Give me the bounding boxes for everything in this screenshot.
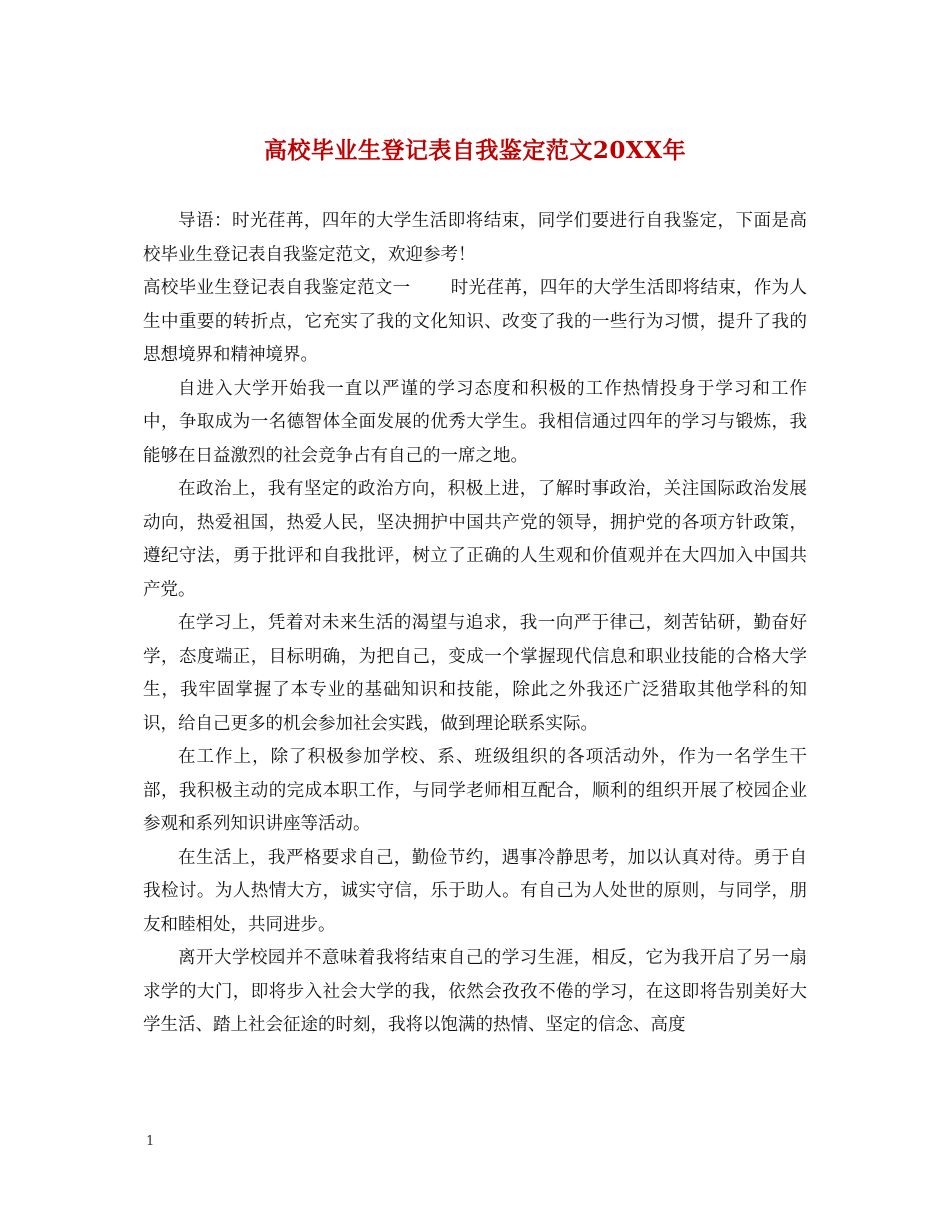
document-title: 高校毕业生登记表自我鉴定范文20XX年	[263, 137, 687, 164]
paragraph-1: 自进入大学开始我一直以严谨的学习态度和积极的工作热情投身于学习和工作中，争取成为一名德智体全面发展的优秀大学生。我相信通过四年的学习与锻炼，我能够在日益激烈的社会竞争占有自己的一席之地。	[143, 378, 807, 466]
paragraph-5: 在生活上，我严格要求自己，勤俭节约，遇事冷静思考，加以认真对待。勇于自我检讨。为人热情大方，诚实守信，乐于助人。有自己为人处世的原则，与同学，朋友和睦相处，共同进步。	[143, 847, 807, 935]
page-number: 1	[146, 1134, 155, 1149]
document-body	[143, 205, 807, 1043]
intro-paragraph: 导语：时光荏苒，四年的大学生活即将结束，同学们要进行自我鉴定，下面是高校毕业生登记表自我鉴定范文，欢迎参考！	[143, 211, 807, 265]
paragraph-6: 离开大学校园并不意味着我将结束自己的学习生涯，相反，它为我开启了另一扇求学的大门，即将步入社会大学的我，依然会孜孜不倦的学习，在这即将告别美好大学生活、踏上社会征途的时刻，我将以饱满的热情、坚定的信念、高度	[143, 948, 807, 1035]
paragraph-2: 在政治上，我有坚定的政治方向，积极上进，了解时事政治，关注国际政治发展动向，热爱祖国，热爱人民，坚决拥护中国共产党的领导，拥护党的各项方针政策，遵纪守法，勇于批评和自我批评，树立了正确的人生观和价值观并在大四加入中国共产党。	[143, 479, 807, 600]
section-paragraph	[143, 272, 807, 373]
paragraph-3: 在学习上，凭着对未来生活的渴望与追求，我一向严于律己，刻苦钻研，勤奋好学，态度端正，目标明确，为把自己，变成一个掌握现代信息和职业技能的合格大学生，我牢固掌握了本专业的基础知识和技能，除此之外我还广泛猎取其他学科的知识，给自己更多的机会参加社会实践，做到理论联系实际。	[143, 613, 807, 734]
section-first-text: 时光荏苒，四年的大学生活即将结束，作为人生中重要的转折点，它充实了我的文化知识、改变了我的一些行为习惯，提升了我的思想境界和精神境界。	[143, 278, 808, 365]
section-heading: 高校毕业生登记表自我鉴定范文一	[143, 278, 411, 298]
paragraph-4: 在工作上，除了积极参加学校、系、班级组织的各项活动外，作为一名学生干部，我积极主动的完成本职工作，与同学老师相互配合，顺利的组织开展了校园企业参观和系列知识讲座等活动。	[143, 747, 807, 834]
